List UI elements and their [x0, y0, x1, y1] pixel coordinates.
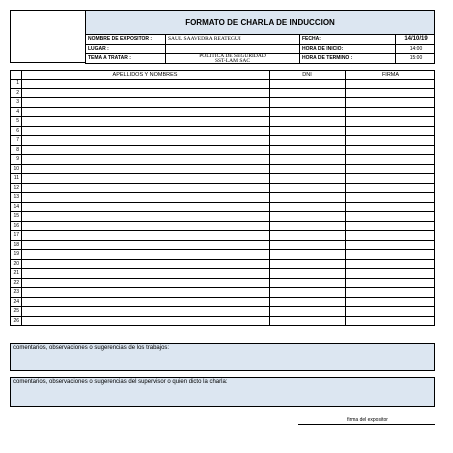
nombre-cell[interactable]: [21, 193, 269, 202]
signature-label: firma del expositor: [347, 417, 388, 423]
column-header-nombres: APELLIDOS Y NOMBRES: [112, 72, 178, 78]
row-number: 26: [13, 317, 19, 324]
row-number: 19: [13, 251, 19, 257]
dni-cell[interactable]: [269, 260, 345, 269]
table-row: [11, 231, 434, 241]
tema-value[interactable]: [166, 54, 300, 63]
dni-cell[interactable]: [269, 269, 345, 278]
dni-cell[interactable]: [269, 241, 345, 250]
firma-cell[interactable]: [345, 136, 436, 145]
firma-cell[interactable]: [345, 117, 436, 126]
firma-cell[interactable]: [345, 79, 436, 88]
hora-termino-value[interactable]: 15:00: [409, 55, 423, 61]
table-row: [11, 184, 434, 194]
dni-cell[interactable]: [269, 79, 345, 88]
firma-cell[interactable]: [345, 127, 436, 136]
row-number: 20: [13, 260, 19, 267]
firma-cell[interactable]: [345, 174, 436, 183]
hora-termino-label: HORA DE TERMINO :: [300, 54, 396, 63]
row-number: 8: [16, 146, 19, 153]
nombre-cell[interactable]: [21, 117, 269, 126]
dni-cell[interactable]: [269, 279, 345, 288]
hora-inicio-label: HORA DE INICIO:: [300, 45, 396, 54]
firma-cell[interactable]: [345, 108, 436, 117]
row-number: 9: [16, 156, 19, 162]
row-number: 10: [13, 165, 19, 172]
header-row-lugar: [85, 45, 435, 55]
nombre-cell[interactable]: [21, 288, 269, 297]
table-row: [11, 79, 434, 89]
column-divider: [345, 71, 346, 325]
workers-comments-box[interactable]: [10, 343, 435, 371]
dni-cell[interactable]: [269, 307, 345, 316]
row-number: 23: [13, 289, 19, 295]
dni-cell[interactable]: [269, 222, 345, 231]
firma-cell[interactable]: [345, 155, 436, 164]
table-row: [11, 212, 434, 222]
table-row: [11, 174, 434, 184]
row-number: 5: [16, 118, 19, 124]
dni-cell[interactable]: [269, 174, 345, 183]
dni-cell[interactable]: [269, 288, 345, 297]
row-number: 13: [13, 194, 19, 200]
column-header-firma: FIRMA: [381, 72, 400, 78]
firma-cell[interactable]: [345, 288, 436, 297]
table-row: [11, 165, 434, 175]
table-row: [11, 288, 434, 298]
dni-cell[interactable]: [269, 117, 345, 126]
firma-cell[interactable]: [345, 98, 436, 107]
firma-cell[interactable]: [345, 298, 436, 307]
nombre-cell[interactable]: [21, 79, 269, 88]
firma-cell[interactable]: [345, 241, 436, 250]
expositor-value[interactable]: SAUL SAAVEDRA REATEGUI: [166, 35, 300, 44]
lugar-value[interactable]: [166, 45, 300, 54]
table-row: [11, 203, 434, 213]
nombre-cell[interactable]: [21, 317, 269, 326]
dni-cell[interactable]: [269, 250, 345, 259]
table-row: [11, 279, 434, 289]
tema-label: TEMA A TRATAR :: [86, 54, 166, 63]
row-number: 4: [16, 108, 19, 115]
workers-comments-label: comentarios, observaciones o sugerencias de los trabajos:: [13, 345, 170, 351]
nombre-cell[interactable]: [21, 108, 269, 117]
row-number: 14: [13, 203, 19, 210]
nombre-cell[interactable]: [21, 269, 269, 278]
nombre-cell[interactable]: [21, 174, 269, 183]
supervisor-comments-box[interactable]: [10, 377, 435, 407]
supervisor-comments-label: comentarios, observaciones o sugerencias del supervisor o quien dicto la charla:: [13, 379, 228, 385]
row-number: 21: [13, 270, 19, 276]
nombre-cell[interactable]: [21, 98, 269, 107]
column-header-dni: DNI: [302, 72, 312, 78]
nombre-cell[interactable]: [21, 89, 269, 98]
dni-cell[interactable]: [269, 184, 345, 193]
row-number: 18: [13, 241, 19, 248]
table-row: [11, 89, 434, 99]
row-number: 22: [13, 279, 19, 286]
row-number: 3: [16, 99, 19, 105]
row-number: 6: [16, 127, 19, 134]
dni-cell[interactable]: [269, 231, 345, 240]
nombre-cell[interactable]: [21, 231, 269, 240]
row-number: 16: [13, 222, 19, 229]
row-number: 2: [16, 89, 19, 96]
row-number: 24: [13, 298, 19, 305]
tema-value-line1: POLITICA DE SEGURIDAD: [199, 54, 266, 59]
table-row: [11, 317, 434, 327]
dni-cell[interactable]: [269, 155, 345, 164]
row-number: 7: [16, 137, 19, 143]
nombre-cell[interactable]: [21, 146, 269, 155]
row-number: 25: [13, 308, 19, 314]
table-row: [11, 222, 434, 232]
table-row: [11, 98, 434, 108]
row-number: 15: [13, 213, 19, 219]
table-row: [11, 136, 434, 146]
nombre-cell[interactable]: [21, 298, 269, 307]
dni-cell[interactable]: [269, 317, 345, 326]
dni-cell[interactable]: [269, 136, 345, 145]
firma-cell[interactable]: [345, 307, 436, 316]
table-row: [11, 117, 434, 127]
firma-cell[interactable]: [345, 165, 436, 174]
attendance-table: [10, 70, 435, 326]
table-row: [11, 298, 434, 308]
fecha-label: FECHA:: [300, 35, 396, 44]
column-divider: [21, 71, 22, 325]
table-row: [11, 127, 434, 137]
nombre-cell[interactable]: [21, 279, 269, 288]
nombre-cell[interactable]: [21, 260, 269, 269]
dni-cell[interactable]: [269, 193, 345, 202]
table-row: [11, 241, 434, 251]
nombre-cell[interactable]: [21, 212, 269, 221]
nombre-cell[interactable]: [21, 241, 269, 250]
signature-line: [298, 424, 435, 425]
dni-cell[interactable]: [269, 203, 345, 212]
row-number: 17: [13, 232, 19, 238]
table-row: [11, 155, 434, 165]
firma-cell[interactable]: [345, 193, 436, 202]
firma-cell[interactable]: [345, 250, 436, 259]
dni-cell[interactable]: [269, 89, 345, 98]
firma-cell[interactable]: [345, 89, 436, 98]
table-row: [11, 260, 434, 270]
row-number: 12: [13, 184, 19, 191]
nombre-cell[interactable]: [21, 136, 269, 145]
lugar-label: LUGAR :: [86, 45, 166, 54]
table-row: [11, 250, 434, 260]
table-row: [11, 146, 434, 156]
dni-cell[interactable]: [269, 146, 345, 155]
logo-area: [10, 10, 85, 63]
table-row: [11, 307, 434, 317]
nombre-cell[interactable]: [21, 222, 269, 231]
column-divider: [269, 71, 270, 325]
nombre-cell[interactable]: [21, 307, 269, 316]
firma-cell[interactable]: [345, 231, 436, 240]
firma-cell[interactable]: [345, 212, 436, 221]
table-row: [11, 269, 434, 279]
header-row-expositor: [85, 35, 435, 45]
dni-cell[interactable]: [269, 127, 345, 136]
firma-cell[interactable]: [345, 203, 436, 212]
header-row-tema: [85, 54, 435, 64]
dni-cell[interactable]: [269, 298, 345, 307]
dni-cell[interactable]: [269, 212, 345, 221]
firma-cell[interactable]: [345, 260, 436, 269]
nombre-cell[interactable]: [21, 184, 269, 193]
table-row: [11, 108, 434, 118]
tema-value-line2: SST-LAM SAC: [214, 57, 251, 63]
firma-cell[interactable]: [345, 222, 436, 231]
hora-inicio-value[interactable]: 14:00: [409, 45, 423, 52]
firma-cell[interactable]: [345, 279, 436, 288]
dni-cell[interactable]: [269, 108, 345, 117]
fecha-value[interactable]: 14/10/19: [404, 36, 428, 42]
row-number: 11: [13, 175, 19, 181]
row-number: 1: [16, 80, 19, 86]
nombre-cell[interactable]: [21, 127, 269, 136]
nombre-cell[interactable]: [21, 203, 269, 212]
table-row: [11, 193, 434, 203]
nombre-cell[interactable]: [21, 155, 269, 164]
form-title: FORMATO DE CHARLA DE INDUCCION: [85, 10, 435, 35]
nombre-cell[interactable]: [21, 250, 269, 259]
expositor-label: NOMBRE DE EXPOSITOR :: [86, 35, 166, 44]
firma-cell[interactable]: [345, 317, 436, 326]
dni-cell[interactable]: [269, 98, 345, 107]
nombre-cell[interactable]: [21, 165, 269, 174]
firma-cell[interactable]: [345, 269, 436, 278]
firma-cell[interactable]: [345, 146, 436, 155]
firma-cell[interactable]: [345, 184, 436, 193]
dni-cell[interactable]: [269, 165, 345, 174]
